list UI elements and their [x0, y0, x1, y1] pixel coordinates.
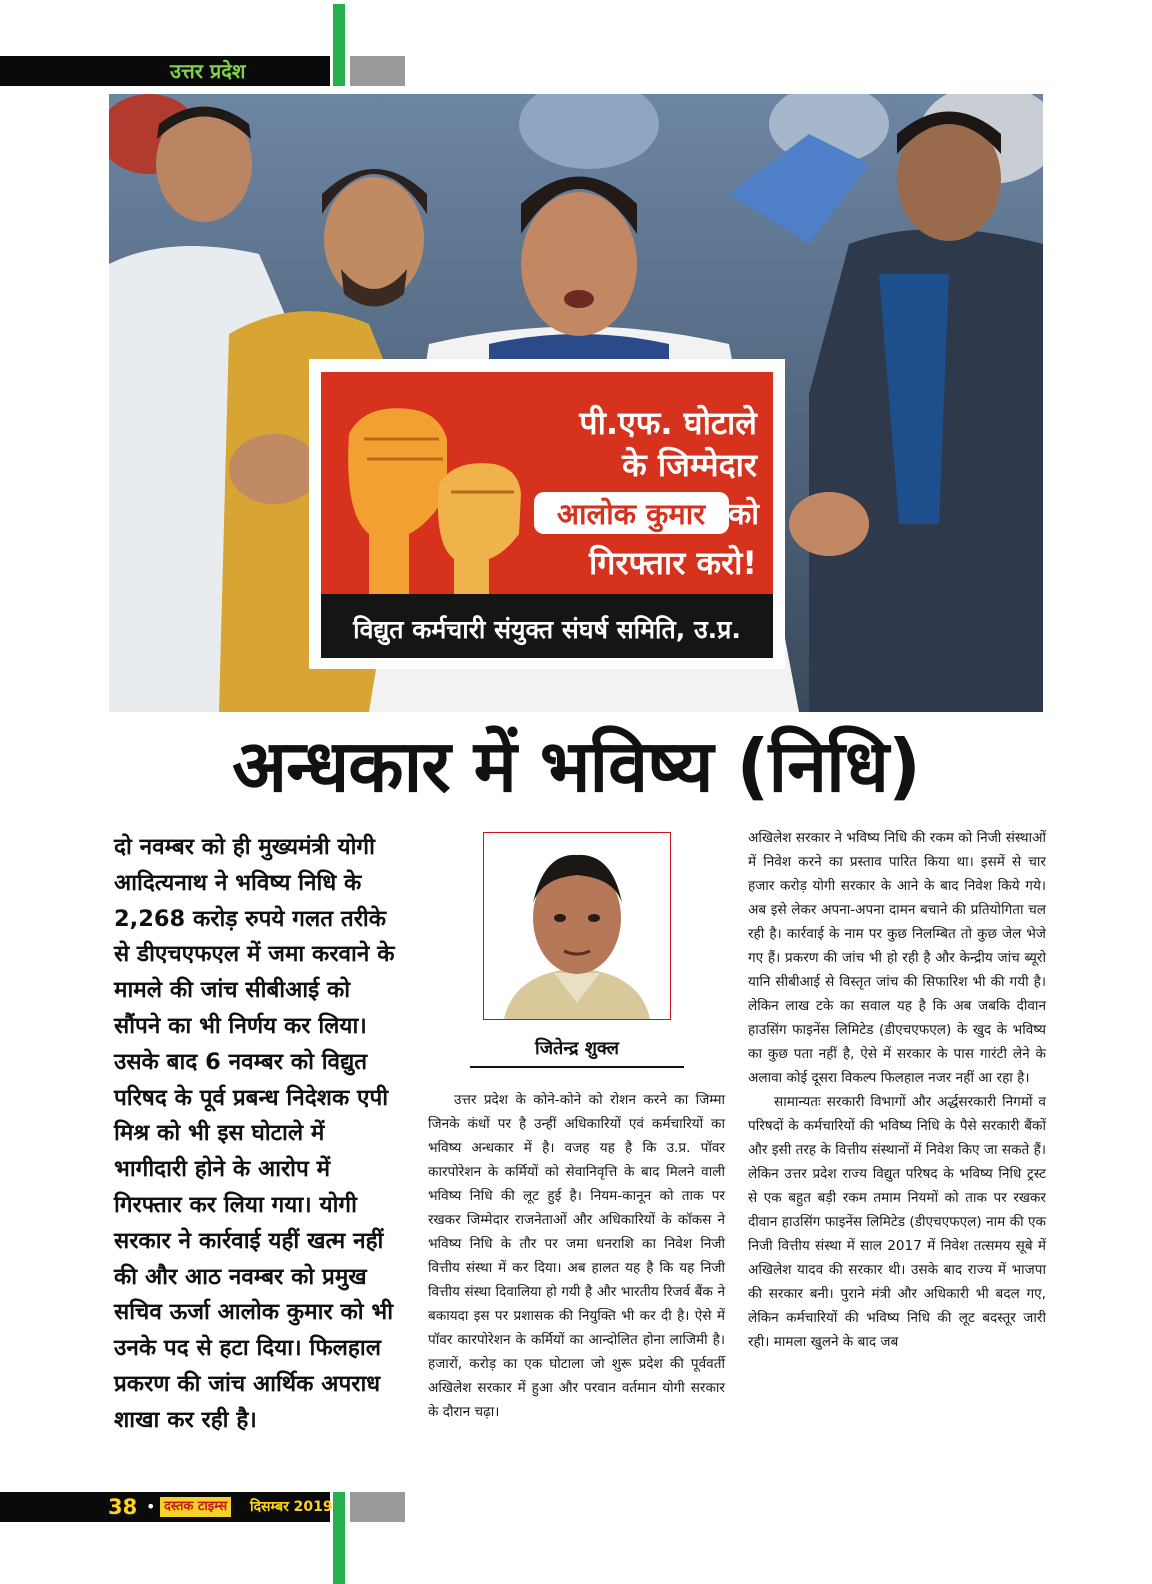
author-divider [470, 1066, 684, 1068]
page-number: 38 [108, 1495, 138, 1519]
accent-green-bar-bottom [333, 1492, 345, 1584]
sign-line-4: गिरफ्तार करो! [589, 544, 757, 582]
author-portrait [484, 833, 670, 1019]
section-label: उत्तर प्रदेश [170, 59, 246, 83]
sign-footer: विद्युत कर्मचारी संयुक्त संघर्ष समिति, उ.प्र. [353, 615, 741, 644]
accent-gray-block-bottom [350, 1492, 405, 1522]
sign-ko: को [728, 497, 759, 532]
article-column-middle [428, 1088, 725, 1424]
article-column-right [748, 826, 1046, 1354]
footer-separator: • [146, 1497, 156, 1516]
protest-photo-illustration [109, 94, 1043, 712]
paragraph: अखिलेश सरकार ने भविष्य निधि की रकम को निजी संस्थाओं में निवेश करने का प्रस्ताव पारित किया था। इसमें से चार हजार करोड़ योगी सरकार के आने के बाद निवेश किये गये। अब इसे लेकर अपना-अपना दामन बचाने की प्रतियोगिता चल रही है। कार्रवाई के नाम पर कुछ निलम्बित तो कुछ जेल भेजे गए हैं। प्रकरण की जांच भी हो रही है और केन्द्रीय जांच ब्यूरो यानि सीबीआई से विस्तृत जांच की सिफारिश भी की गयी है। लेकिन लाख टके का सवाल यह है कि अब जबकि दीवान हाउसिंग फाइनेंस लिमिटेड (डीएचएफएल) के खुद के भविष्य का कुछ पता नहीं है, ऐसे में सरकार के पास गारंटी लेने के अलावा कोई दूसरा विकल्प फिलहाल नजर नहीं आ रहा है। [748, 830, 1046, 1086]
protest-photo [109, 94, 1043, 712]
accent-green-bar [333, 4, 345, 86]
article-headline: अन्धकार में भविष्य (निधि) [232, 724, 920, 808]
sign-name: आलोक कुमार [556, 497, 706, 531]
section-header-bar [0, 56, 330, 86]
lead-paragraph: दो नवम्बर को ही मुख्यमंत्री योगी आदित्यनाथ ने भविष्य निधि के 2,268 करोड़ रुपये गलत तरीके से डीएचएफएल में जमा करवाने के मामले की जांच सीबीआई को सौंपने का भी निर्णय कर लिया। उसके बाद 6 नवम्बर को विद्युत परिषद के पूर्व प्रबन्ध निदेशक एपी मिश्र को भी इस घोटाले में भागीदारी होने के आरोप में गिरफ्तार कर लिया गया। योगी सरकार ने कार्रवाई यहीं खत्म नहीं की और आठ नवम्बर को प्रमुख सचिव ऊर्जा आलोक कुमार को भी उनके पद से हटा दिया। फिलहाल प्रकरण की जांच आर्थिक अपराध शाखा कर रही है। [114, 834, 395, 1433]
accent-gray-block [350, 56, 405, 86]
issue-date: दिसम्बर 2019 [250, 1499, 333, 1515]
sign-line-1: पी.एफ. घोटाले [579, 404, 757, 442]
paragraph: उत्तर प्रदेश के कोने-कोने को रोशन करने का जिम्मा जिनके कंधों पर है उन्हीं अधिकारियों एवं कर्मचारियों का भविष्य अन्धकार में है। वजह यह है कि उ.प्र. पॉवर कारपोरेशन के कर्मियों को सेवानिवृत्ति के बाद मिलने वाली भविष्य निधि की लूट हुई है। नियम-कानून को ताक पर रखकर जिम्मेदार राजनेताओं और अधिकारियों के कॉकस ने भविष्य निधि के तौर पर जमा धनराशि का निवेश निजी वित्तीय संस्था में कर दिया। अब हालत यह है कि यह निजी वित्तीय संस्था दिवालिया हो गयी है और भारतीय रिजर्व बैंक ने बकायदा इस पर प्रशासक की नियुक्ति भी कर दी है। ऐसे में पॉवर कारपोरेशन के कर्मियों का आन्दोलित होना लाजिमी है। हजारों, करोड़ का एक घोटाला जो शुरू प्रदेश की पूर्ववर्ती अखिलेश सरकार में हुआ और परवान वर्तमान योगी सरकार के दौरान चढ़ा। [428, 1092, 725, 1420]
sign-line-2: के जिम्मेदार [622, 446, 757, 484]
author-photo [483, 832, 671, 1020]
magazine-logo: दस्तक टाइम्स [160, 1497, 231, 1517]
author-name: जितेन्द्र शुक्ल [535, 1038, 619, 1059]
paragraph: सामान्यतः सरकारी विभागों और अर्द्धसरकारी निगमों व परिषदों के कर्मचारियों की भविष्य निधि के पैसे सरकारी बैंकों और इसी तरह के वित्तीय संस्थानों में निवेश किए जा सकते हैं। लेकिन उत्तर प्रदेश राज्य विद्युत परिषद के भविष्य निधि ट्रस्ट से एक बहुत बड़ी रकम तमाम नियमों को ताक पर रखकर दीवान हाउसिंग फाइनेंस लिमिटेड (डीएचएफएल) नाम की एक निजी वित्तीय संस्था में साल 2017 में निवेश तत्समय सूबे में अखिलेश यादव की सरकार थी। उसके बाद राज्य में भाजपा की सरकार बनी। पुराने मंत्री और अधिकारी भी बदल गए, लेकिन कर्मचारियों की भविष्य निधि की लूट बदस्तूर जारी रही। मामला खुलने के बाद जब [748, 1094, 1046, 1350]
